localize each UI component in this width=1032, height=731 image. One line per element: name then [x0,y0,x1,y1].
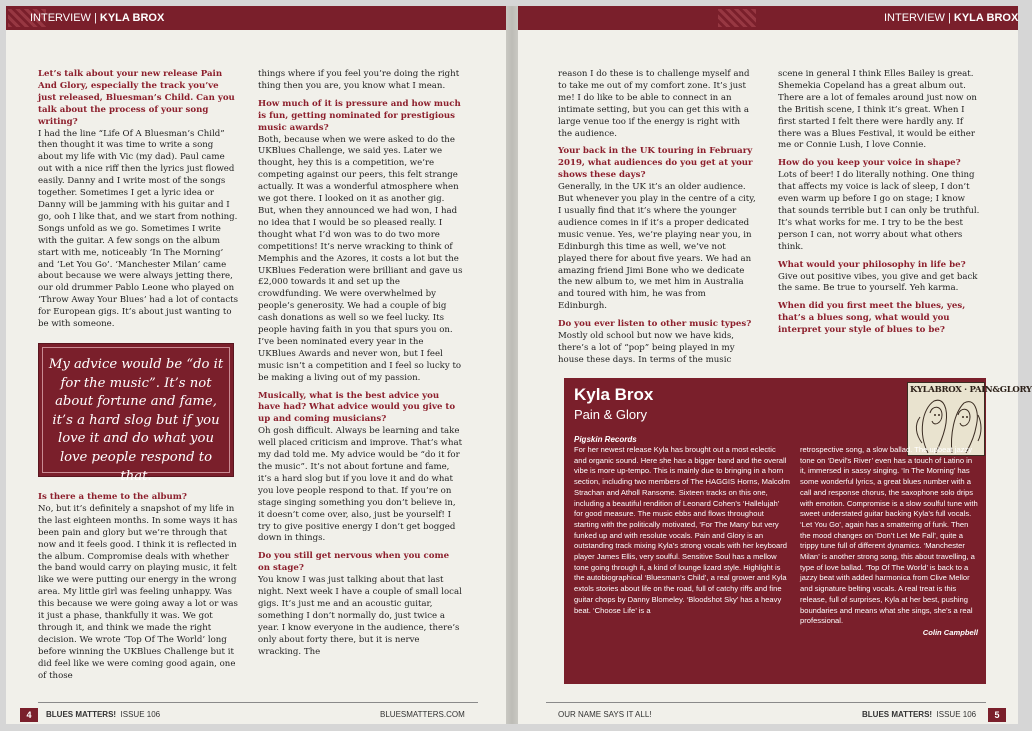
header-section: INTERVIEW [30,12,91,24]
answer-paragraph: Generally, in the UK it’s an older audience. But whenever you play in the centre of a city, I usually find that it’s where the younger audience comes in if it’s a proper dedicated music venue. Yes, we’re playing near you, in Edinburgh this time as well, we’ve not played there for about five years. We had an amazing friend Jimi Bone who we dedicate the new album to, we met him in Australia and toured with him, he was from Edinburgh. [558,182,756,312]
footer-mag-name: BLUES MATTERS! [862,710,933,719]
answer-paragraph: Give out positive vibes, you give and get back the same. Be true to yourself. Yeh karma. [778,271,978,294]
question-heading: Musically, what is the best advice you have had? What advice would you give to up and coming musicians? [258,390,456,425]
answer-paragraph: I had the line “Life Of A Bluesman’s Child” then thought it was time to write a song about my life with Vic (my dad). Paul came out with a nice riff then the lyrics just flowed easily. Danny and I write most of the songs together. Sometimes I get a lyric idea or Danny will be jamming with his guitar and I go, ooh I like that, and we start from nothing. Songs unfold as we go. Sometimes I write with the guitar. A few songs on the album start with me, noticeably ‘In The Morning’ and ‘Let You Go’. ‘Manchester Milan’ came about because we were always jetting there, our old drummer Pablo Leone who played on ‘Throw Away Your Blues’ had a lot of contacts for European gigs. It’s about just wanting to be with someone. [38,128,239,330]
left-col-1 [38,69,238,331]
question-heading: Your back in the UK touring in February 2019, what audiences do you get at your shows these days? [558,146,753,181]
question-heading: What would your philosophy in life be? [778,259,966,270]
answer-paragraph: scene in general I think Elles Bailey is great. Shemekia Copeland has a great album out. There are a lot of females around just now on the British scene, I think it’s great. When I first started I felt there were hardly any. If there was a Blues Festival, it would be either me or Connie Lush, I love Connie. [778,69,977,151]
footer-mag-name: BLUES MATTERS! [46,710,117,719]
right-footer [518,702,1018,724]
question-heading: Do you ever listen to other music types? [558,319,752,330]
review-text-left: For her newest release Kyla has brought out a most eclectic and organic sound. Here she has a bigger band and the overall vibe is more up-tempo. This is mainly due to bringing in a horn section, including two members of The HAGGIS Horns, Malcolm Strachan and Atholl Ransome. Sixteen tracks on this one, including a beautiful rendition of Leonard Cohen’s ‘Hallelujah’ for good measure. The music ebbs and flows throughout starting with the politically motivated, ‘For The Many’ but very funked up and with resolute vocals. Pain and Glory is an outstanding track mixing Kyla’s strong vocals with her keyboard player James Ellis, very soulful. Sensitive Soul has a mellow tone going through it, a kind of lounge lizard style. Highlight is the autobiographical ‘Bluesman’s Child’, a real grower and Kyla extols stories about life on the road, full of catchy riffs and fine guitar chops by Danny Blomeley. ‘Bloodshot Sky’ has a heavy beat. ‘Choose Life’ is a [574,445,790,615]
footer-issue: ISSUE 106 [936,710,977,719]
page-number: 5 [988,708,1006,722]
review-record-label: Pigskin Records [574,435,637,444]
answer-paragraph: Oh gosh difficult. Always be learning and take well placed criticism and improve. That’s what my dad told me. My advice would be “do it for the music”. It’s not about fortune and fame, it’s a hard slog but if you love it and do what you love people respond to that. If you’re on stage singing something you don’t believe in, it doesn’t come over, also, just be yourself! I try to give positive energy I don’t get bogged down in things. [258,426,463,544]
question-heading: How do you keep your voice in shape? [778,158,961,169]
review-text-right: retrospective song, a slow ballad. The upbeat jazzy tone on ‘Devil’s River’ even has a touch of Latino in it, immersed in sassy singing. ‘In The Morning’ has some wonderful lyrics, a great blues number with a call and response chorus, the saxophone solo drips with emotion. Compromise is a slow soulful tune with sweet understated guitar backing Kyla’s full vocals. ‘Let You Go’, again has a smattering of funk. Then the mood changes on ‘Don’t Let Me Fall’, quite a trippy tune full of different dynamics. ‘Manchester Milan’ is another strong song, this about travelling, a type of love ballad. ‘Top Of The World’ is back to a jazzy beat with added harmonica from Clive Mellor and signature belting vocals. A real treat is this release, full of surprises, Kyla at her best, pushing boundaries and means what she sings, she’s a real professional. [800,445,978,626]
header-section: INTERVIEW [884,12,945,24]
footer-issue: ISSUE 106 [120,710,161,719]
header-artist: KYLA BROX [99,12,165,24]
album-review-box [564,378,1032,684]
review-text-right-col [800,445,978,639]
review-artist: Kyla Brox [574,385,654,404]
page-gutter [506,6,518,724]
footer-rule [546,702,986,703]
question-heading: How much of it is pressure and how much is fun, getting nominated for prestigious music awards? [258,98,461,133]
review-album: Pain & Glory [574,407,647,422]
question-heading: Is there a theme to the album? [38,492,187,502]
right-col-2 [778,69,984,337]
album-cover-title: KYLABROX · PAIN&GLORY [910,385,1032,395]
left-footer [6,702,506,724]
question-heading: Do you still get nervous when you come on stage? [258,551,450,574]
answer-paragraph: things where if you feel you’re doing the right thing then you are, you know what I mean. [258,69,460,91]
answer-paragraph: reason I do these is to challenge myself and to take me out of my comfort zone. It’s just me! I do like to be able to connect in an intimate setting, but you can get this with a large venue too if the energy is right with the audience. [558,69,750,139]
footer-magazine [46,710,160,719]
header-artist: KYLA BROX [953,12,1019,24]
pull-quote: My advice would be “do it for the music”. It’s not about fortune and fame, it’s a hard slog but if you love it and do what you love people respond to that. [38,343,234,477]
question-heading: When did you first meet the blues, yes, that’s a blues song, what would you interpret your style of blues to be? [778,301,966,336]
answer-paragraph: No, but it’s definitely a snapshot of my life in the last eighteen months. In some ways it has been pain and glory but we’re through that now and it feels good. I think it is reflected in the album. Compromise deals with whether the band would carry on playing music, it felt like we were putting our energy in the wrong area. My little girl was feeling unhappy. Was this because we were going away a lot or was it just a phase, thankfully it was. We got through it, and think we made the right decision. We wrote ‘Top Of The World’ long before winning the UKBlues Challenge but it did feel like we were coming good again, one of those [38,503,238,681]
answer-paragraph: You know I was just talking about that last night. Next week I have a couple of small local gigs. It’s just me and an acoustic guitar, something I don’t normally do, just twice a year. I know everyone in the audience, there’s only about forty there, but it is nerve wracking. The [258,575,462,657]
page-number: 4 [20,708,38,722]
right-header-band [518,6,1018,30]
right-col-1 [558,69,756,367]
question-heading: Let’s talk about your new release Pain And Glory, especially the track you’ve just released, Bluesman’s Child. Can you talk about the process of your song writing? [38,69,235,127]
answer-paragraph: Both, because when we were asked to do the UKBlues Challenge, we said yes. Later we thought, hey this is a competition, we’re competing against our peers, this felt strange actually. It was a wonderful atmosphere when we got there. I looked on it as another gig. But, when they announced we had won, I had no idea that I would be so pleased really. I thought what I’d won was to do two more competitions! It’s nerve wracking to think of Memphis and the Azores, it costs a lot but the UKBlues Federation were brilliant and gave us £2,000 towards it and set up the crowdfunding. We were overwhelmed by people’s generosity. We had a couple of big cash donations as well so we feel lucky. Its people having faith in you that spurs you on. I’ve been nominated every year in the UKBlues Awards and never won, but I feel music isn’t a competition and I feel so lucky to be making a living out of my passion. [258,134,463,383]
left-header-title: INTERVIEW | KYLA BROX [30,12,165,24]
right-header-title: INTERVIEW | KYLA BROX [884,12,1019,24]
answer-paragraph: Lots of beer! I do literally nothing. One thing that affects my voice is lack of sleep, I don’t even warm up before I go on stage; I know that sounds terrible but I can only be truthful. It’s what works for me. I try to be the best person I can, not worry about what others think. [778,170,980,252]
footer-magazine [862,710,976,719]
left-header-band [6,6,506,30]
footer-slogan: OUR NAME SAYS IT ALL! [558,710,652,719]
left-col-1-lower [38,492,238,683]
footer-rule [38,702,478,703]
header-grunge-mark [718,9,756,27]
left-col-2 [258,69,463,659]
footer-website[interactable]: BLUESMATTERS.COM [380,710,465,719]
right-page [518,6,1032,724]
left-page [6,6,506,724]
reviewer-name: Colin Campbell [922,627,978,637]
answer-paragraph: Mostly old school but now we have kids, there’s a lot of “pop” being played in my house these days. In terms of the music [558,331,735,365]
